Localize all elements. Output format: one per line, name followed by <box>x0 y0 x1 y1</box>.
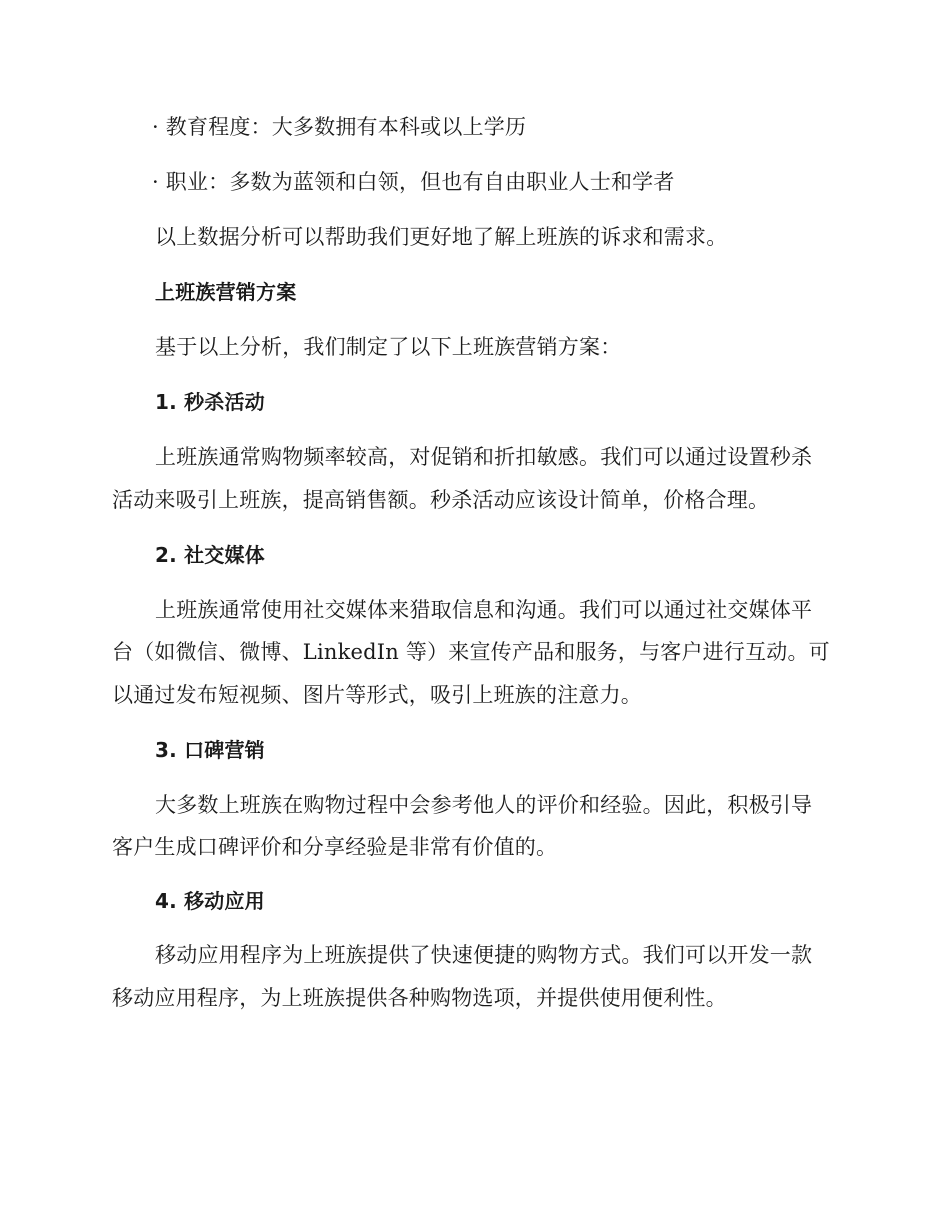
section-heading-word-of-mouth: 3. 口碑营销 <box>155 738 265 762</box>
paragraph-line: 上班族通常购物频率较高，对促销和折扣敏感。我们可以通过设置秒杀 <box>155 445 813 469</box>
occupation-bullet: · 职业：多数为蓝领和白领，但也有自由职业人士和学者 <box>152 170 675 194</box>
paragraph-line: 台（如微信、微博、LinkedIn 等）来宣传产品和服务，与客户进行互动。可 <box>112 640 830 664</box>
paragraph-line: 大多数上班族在购物过程中会参考他人的评价和经验。因此，积极引导 <box>155 793 813 817</box>
paragraph-line: 移动应用程序为上班族提供了快速便捷的购物方式。我们可以开发一款 <box>155 943 813 967</box>
section-heading-social-media: 2. 社交媒体 <box>155 543 265 567</box>
education-bullet: · 教育程度：大多数拥有本科或以上学历 <box>152 115 527 139</box>
section-heading-flash-sale: 1. 秒杀活动 <box>155 390 265 414</box>
paragraph-line: 活动来吸引上班族，提高销售额。秒杀活动应该设计简单，价格合理。 <box>112 488 770 512</box>
paragraph-line: 移动应用程序，为上班族提供各种购物选项，并提供使用便利性。 <box>112 986 727 1010</box>
summary-paragraph: 以上数据分析可以帮助我们更好地了解上班族的诉求和需求。 <box>155 225 728 249</box>
paragraph-line: 以通过发布短视频、图片等形式，吸引上班族的注意力。 <box>112 683 642 707</box>
paragraph-line: 上班族通常使用社交媒体来猎取信息和沟通。我们可以通过社交媒体平 <box>155 598 813 622</box>
paragraph-line: 客户生成口碑评价和分享经验是非常有价值的。 <box>112 835 558 859</box>
plan-title: 上班族营销方案 <box>155 280 297 304</box>
plan-intro: 基于以上分析，我们制定了以下上班族营销方案： <box>155 335 622 359</box>
section-heading-mobile-app: 4. 移动应用 <box>155 889 265 913</box>
